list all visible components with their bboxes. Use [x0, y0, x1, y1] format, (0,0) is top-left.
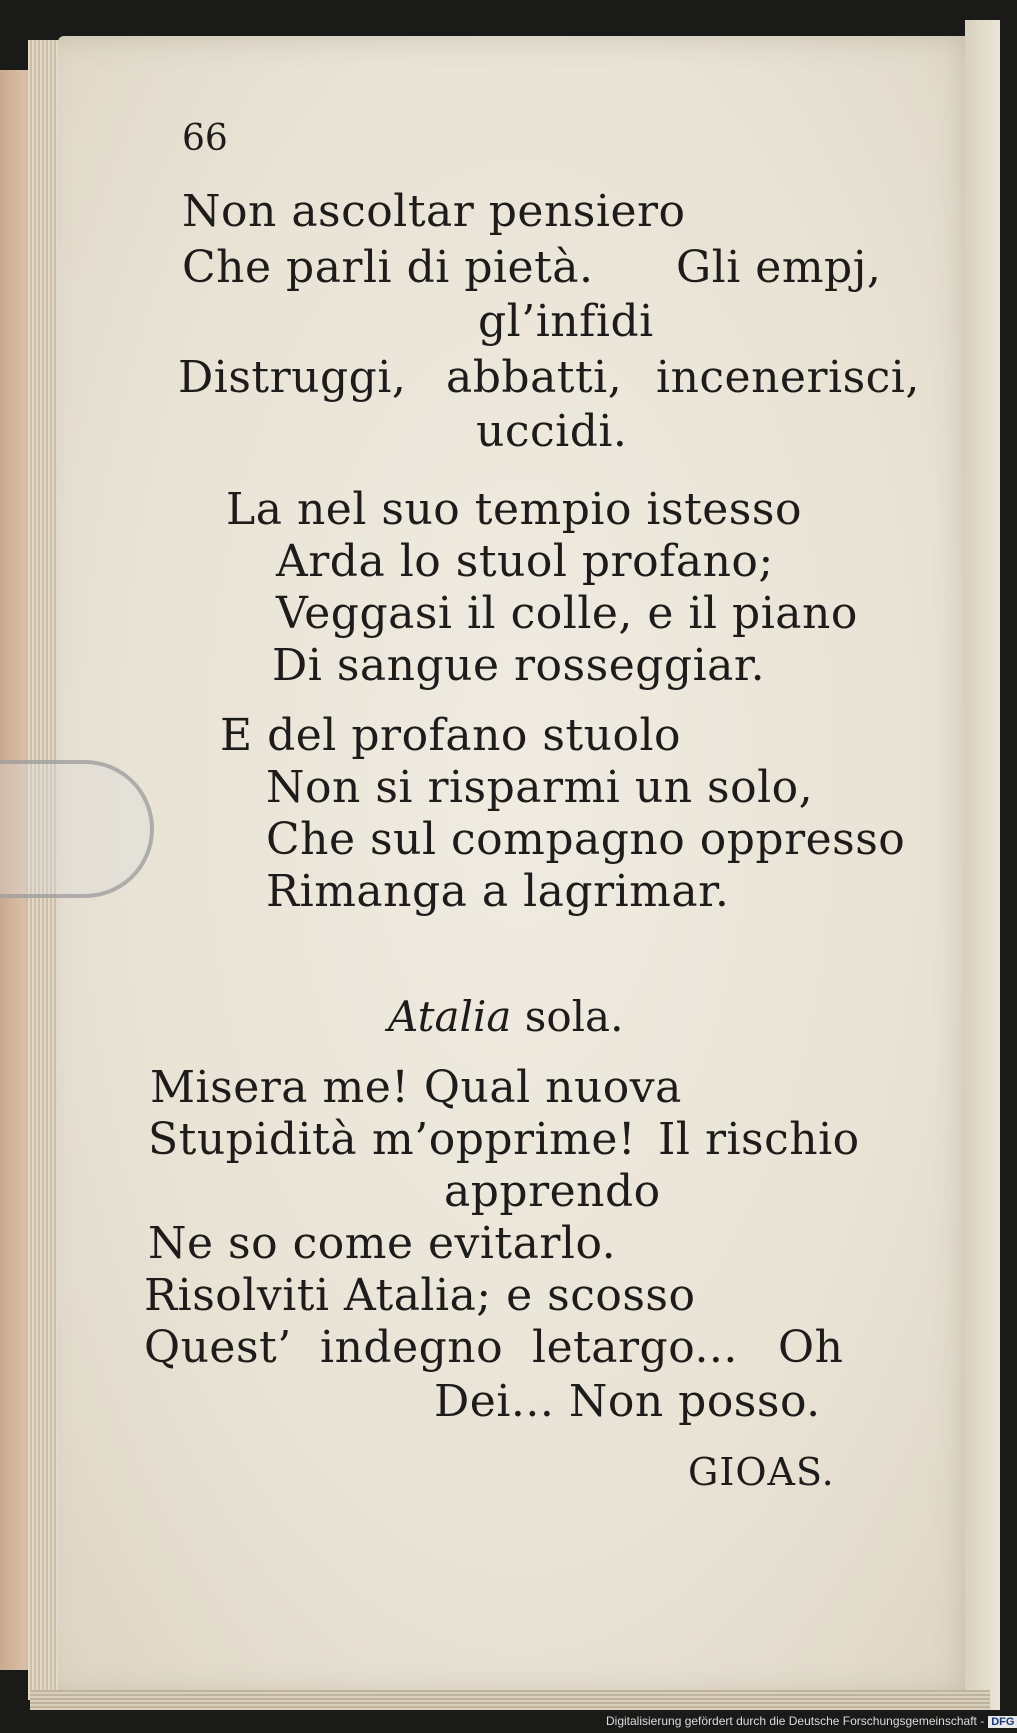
speech-line: Quest’: [144, 1322, 292, 1373]
speech-line: Misera me! Qual nuova: [150, 1062, 682, 1113]
verse-line: Non ascoltar pensiero: [182, 186, 686, 237]
speech-line: m’opprime!: [372, 1114, 637, 1165]
verse-line: Non si risparmi un solo,: [266, 762, 814, 813]
speech-line: Dei... Non posso.: [434, 1376, 821, 1427]
dfg-logo: DFG: [988, 1716, 1017, 1728]
verse-line: Di sangue rosseggiar.: [272, 640, 766, 691]
digitization-footer: [606, 1714, 1017, 1728]
speech-line: Stupidità: [148, 1114, 358, 1165]
speech-line: indegno: [320, 1322, 504, 1373]
catchword: GIOAS.: [688, 1450, 835, 1494]
footer-text: Digitalisierung gefördert durch die Deutsche Forschungsgemeinschaft -: [606, 1714, 985, 1728]
heading-direction: sola.: [511, 992, 624, 1041]
character-name: Atalia: [388, 992, 512, 1041]
verse-line: Che parli di pietà.: [182, 242, 594, 293]
verse-line: Veggasi il colle, e il piano: [276, 588, 858, 639]
speech-line: Ne so come evitarlo.: [148, 1218, 617, 1269]
verse-line: E del profano stuolo: [220, 710, 682, 761]
verse-line: Distruggi,: [178, 352, 407, 403]
speech-line: Oh: [778, 1322, 844, 1373]
verse-line: La nel suo tempio istesso: [226, 484, 802, 535]
speech-line: Risolviti Atalia; e scosso: [144, 1270, 696, 1321]
verse-line: Arda lo stuol profano;: [276, 536, 774, 587]
speech-line: letargo...: [532, 1322, 738, 1373]
verse-line: gl’infidi: [478, 296, 654, 347]
page-number: 66: [182, 118, 228, 159]
verse-line: Che sul compagno oppresso: [266, 814, 906, 865]
verse-line: abbatti,: [446, 352, 623, 403]
verse-line: incenerisci,: [656, 352, 920, 403]
verse-line: uccidi.: [476, 406, 628, 457]
verse-line: Rimanga a lagrimar.: [266, 866, 730, 917]
scene-heading: [388, 992, 623, 1041]
verse-line: Gli empj,: [676, 242, 882, 293]
speech-line: Il rischio: [658, 1114, 860, 1165]
speech-line: apprendo: [444, 1166, 661, 1217]
